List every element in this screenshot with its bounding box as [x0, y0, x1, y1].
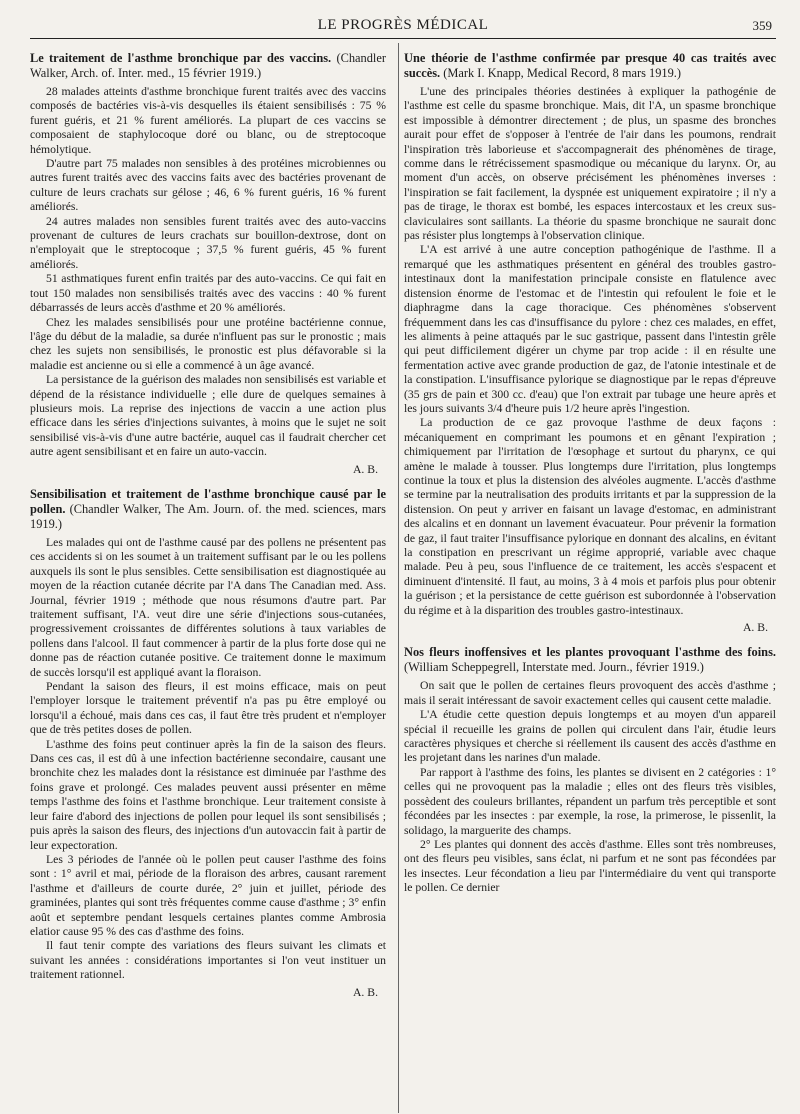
article-citation: (William Scheppegrell, Interstate med. Journ., février 1919.) [404, 660, 704, 675]
article-citation: (Mark I. Knapp, Medical Record, 8 mars 1919.) [443, 66, 682, 80]
article [30, 51, 386, 477]
paragraph: La production de ce gaz provoque l'asthme de deux façons : mécaniquement en comprimant les poumons et en gênant l'expiration ; chimiquement par l'irritation de l'œsophage et surtout du pharynx, ce qui amène le malade à tousser. Plus longtemps dure l'irritation, plus longtemps continue la toux et plus la distension des alvéoles augmente. L'accès d'asthme se termine par la neutralisation des produits irritants et par la suppression de la distension. On peut y arriver en faisant un lavage d'estomac, en administrant des alcalins et en donnant un lavement évacuateur. Pour prévenir la formation de gaz, il faut traiter l'insuffisance pylorique en donnant des alcalins, en évitant la constipation en prescrivant un régime approprié, variable avec chaque malade. Peu à peu, sous l'influence de ce traitement, les accès s'espacent et diminuent d'intensité. Il faut, au moins, 3 à 4 mois et parfois plus pour obtenir la guérison ; et la persistance de cette guérison est subordonnée à l'observation du régime et à la disparition des troubles gastro-intestinaux. [404, 416, 776, 617]
article-title: Le traitement de l'asthme bronchique par des vaccins. [30, 51, 332, 65]
paragraph: Les malades qui ont de l'asthme causé par des pollens ne présentent pas ces accidents si on les soumet à un traitement suffisant par le ou les pollens auxquels ils sont le plus sensibles. Cette sensibilisation est diagnostiquée au moyen de la réaction cutanée décrite par l'A dans The Canadian med. Ass. Journal, février 1919 ; méthode que nous résumons d'autre part. Par traitement suffisant, l'A. veut dire une série d'injections sous-cutanées, progressivement croissantes de différentes solutions à taux variables de pollens dans l'alcool. Il faut commencer à partir de la plus forte dose qui ne donne pas de réaction cutanée positive. Ce traitement donne le maximum de succès lorsqu'il est appliqué avant la floraison. [30, 535, 386, 679]
paragraph: Chez les malades sensibilisés pour une protéine bactérienne connue, l'âge du début de la maladie, sa durée n'influent pas sur le pronostic ; mais chez les sujets non sensibilisés, le pronostic est plus défavorable si la maladie est ancienne ou si elle a commencé à un âge avancé. [30, 315, 386, 372]
paragraph: Les 3 périodes de l'année où le pollen peut causer l'asthme des foins sont : 1° avril et mai, période de la floraison des arbres, causant rarement l'asthme et d'ailleurs de courte durée, 2° juin et juillet, période des graminées, plantes qui sont très fréquentes comme cause d'asthme ; 3° enfin août et septembre pendant lesquels certaines plantes comme Ambrosia elatior cause 95 % des cas d'asthme des foins. [30, 852, 386, 938]
paragraph: La persistance de la guérison des malades non sensibilisés est variable et dépend de la résistance individuelle ; elle dure de quelques semaines à plusieurs mois. La reprise des injections de vaccin a une action plus efficace dans les séries d'injections suivantes, à moins que le sujet ne soit sensibilisé vis-à-vis d'une autre bactérie, auquel cas il faudrait chercher cet autre agent sensibilisant et en faire un auto-vaccin. [30, 373, 386, 459]
author-signature: A. B. [352, 985, 378, 999]
article-heading [404, 645, 776, 675]
paragraph: L'A est arrivé à une autre conception pathogénique de l'asthme. Il a remarqué que les asthmatiques présentent en général des troubles gastro-intestinaux dont la manifestation principale consiste en flatulence avec distension énorme de l'estomac et de l'intestin qui refoulent le foie et le diaphragme dans la cage thoracique. Ces phénomènes s'observent fréquemment dans les cas d'insuffisance du pylore : chez ces malades, en effet, les aliments à peine attaqués par le suc gastrique, passent dans l'intestin grêle qui peut difficilement digérer un chyme par trop acide : il en résulte une fermentation active avec grande production de gaz, de l'atonie intestinale et de la constipation. L'insuffisance pylorique se diagnostique par le repas d'épreuve (35 grs de pain et 300 cc. d'eau) que l'on extrait par tubage une heure après et les jours suivants 3/4 d'heure puis 1/2 heure après l'ingestion. [404, 243, 776, 415]
page-number: 359 [752, 18, 772, 33]
article [30, 487, 386, 1000]
article-title: Une théorie de l'asthme confirmée par presque 40 cas traités avec succès. [404, 51, 776, 80]
article-citation: (Chandler Walker, The Am. Journ. of. the med. sciences, mars 1919.) [30, 501, 386, 531]
paragraph: 2° Les plantes qui donnent des accès d'asthme. Elles sont très nombreuses, ont des fleurs peu visibles, sans éclat, ni parfum et ne sont pas fécondées par les insectes. Leur fécondation a lieu par l'intermédiaire du vent qui transporte le pollen. Ce dernier [404, 837, 776, 895]
paragraph: L'asthme des foins peut continuer après la fin de la saison des fleurs. Dans ces cas, il est dû à une infection bactérienne secondaire, causant une bronchite chez les malades dont la résistance est diminuée par l'asthme des foins grave et prolongé. Ces malades peuvent aussi présenter en même temps l'asthme des foins et l'asthme bronchique. Leur traitement consiste à leur faire d'abord des injections de pollen pour lequel ils sont sensibilisés ; puis après la saison des fleurs, des injections d'un autovaccin fait à partir de leur expectoration. [30, 737, 386, 852]
article-heading [30, 487, 386, 532]
paragraph: 51 asthmatiques furent enfin traités par des auto-vaccins. Ce qui fait en tout 150 malades non sensibilisés traités avec des vaccins : 40 % furent débarrassés de leurs accès d'asthme et 20 % améliorés. [30, 272, 386, 315]
paragraph: L'une des principales théories destinées à expliquer la pathogénie de l'asthme est celle du spasme bronchique. Mais, dit l'A, un spasme bronchique est impossible à démontrer directement ; de plus, un spasme des bronches aurait pour effet de s'opposer à l'entrée de l'air dans les poumons, rendrait l'inspiration très laborieuse et s'accompagnerait des phénomènes de tirage, comme dans le rétrécissement spasmodique ou mécanique du larynx. Or, au moment d'un accès, on observe précisément les phénomènes inverses : l'inspiration se fait facilement, la dyspnée est uniquement expiratoire ; il n'y a pas de tirage, le thorax est bombé, les espaces intercostaux et les creux sus-claviculaires sont saillants. La théorie du spasme bronchique ne saurait donc pas résister plus longtemps à l'observation clinique. [404, 85, 776, 243]
paragraph: 24 autres malades non sensibles furent traités avec des auto-vaccins provenant de cultures de leurs crachats sur bouillon-dextrose, dont on n'employait que le streptocoque ; 37,5 % furent guéris, 45 % furent améliorés. [30, 214, 386, 271]
paragraph: On sait que le pollen de certaines fleurs provoquent des accès d'asthme ; mais il serait intéressant de savoir exactement celles qui causent cette maladie. [404, 679, 776, 707]
paragraph: Par rapport à l'asthme des foins, les plantes se divisent en 2 catégories : 1° celles qui ne provoquent pas la maladie ; elles ont des fleurs très visibles, possèdent des couleurs brillantes, répandent un parfum très perceptible et sont fécondées par les insectes : par exemple, la rose, la primerose, le pissenlit, la solidago, la marguerite des champs. [404, 765, 776, 837]
article-heading [30, 51, 386, 81]
paragraph: Il faut tenir compte des variations des fleurs suivant les climats et suivant les années : considérations importantes si l'on veut instituer un traitement rationnel. [30, 939, 386, 982]
journal-title: LE PROGRÈS MÉDICAL [317, 17, 489, 33]
author-signature: A. B. [742, 621, 768, 635]
paragraph: L'A étudie cette question depuis longtemps et au moyen d'un appareil spécial il recueille les grains de pollen qui circulent dans l'air, étudie leurs caractères physiques et cherche si réellement ils causent des accès d'asthme en les projetant dans les narines d'un malade. [404, 708, 776, 765]
article-title: Nos fleurs inoffensives et les plantes provoquant l'asthme des foins. [404, 645, 776, 660]
columns [30, 51, 776, 1010]
article [404, 51, 776, 635]
paragraph: D'autre part 75 malades non sensibles à des protéines microbiennes ou autres furent traités avec des vaccins faits avec des bactéries provenant de culture de leurs crachats sur gélose ; 46, 6 % furent guéris, 16 % furent améliorés. [30, 157, 386, 214]
paragraph: 28 malades atteints d'asthme bronchique furent traités avec des vaccins composés de bactéries vis-à-vis desquelles ils étaient sensibilisés : 75 % furent guéris, et 21 % furent améliorés. La plupart de ces vaccins se composaient de staphylocoque doré ou blanc, ou de streptocoque hémolytique. [30, 85, 386, 156]
paragraph: Pendant la saison des fleurs, il est moins efficace, mais on peut l'employer lorsque le traitement préventif n'a pas pu être employé ou lorsqu'il a échoué, mais dans ces cas, il faut être très prudent et n'employer que de très petites doses de pollen. [30, 680, 386, 737]
author-signature: A. B. [352, 462, 378, 476]
article-heading [404, 51, 776, 81]
running-header [30, 16, 776, 39]
left-column [30, 51, 386, 1010]
article-title: Sensibilisation et traitement de l'asthme bronchique causé par le pollen. [30, 486, 386, 516]
article-citation: (Chandler Walker, Arch. of. Inter. med., 15 février 1919.) [30, 51, 386, 80]
right-column [404, 51, 776, 1010]
article [404, 645, 776, 895]
